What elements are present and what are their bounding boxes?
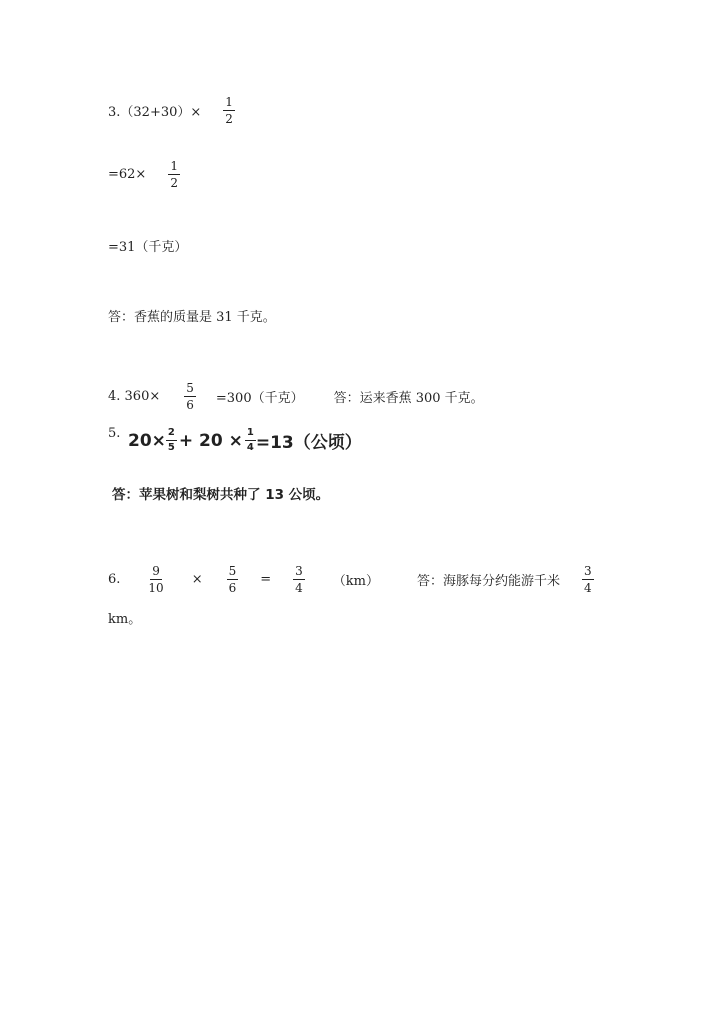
fraction-numerator: 3 — [295, 564, 303, 578]
fraction — [146, 565, 165, 594]
fraction-numerator: 1 — [225, 95, 233, 109]
problem-3-step-3 — [108, 236, 187, 255]
fraction — [184, 382, 196, 411]
fraction-numerator: 1 — [170, 159, 178, 173]
problem-5-formula — [128, 428, 362, 453]
problem-5-label-line — [108, 426, 120, 441]
problem-6-line — [108, 565, 594, 594]
fraction — [223, 96, 235, 125]
problem-6-tail: km。 — [108, 612, 142, 627]
fraction-denominator: 6 — [186, 398, 194, 412]
fraction — [293, 565, 305, 594]
fraction-denominator: 5 — [167, 442, 175, 453]
fraction-numerator: 3 — [584, 564, 592, 578]
step-3-result: =31（千克） — [108, 240, 188, 255]
fraction-denominator: 2 — [225, 112, 233, 126]
term-1: 20× — [128, 430, 166, 451]
problem-3-expression: 3.（32+30）× — [108, 105, 202, 120]
step-2-expression: =62× — [108, 167, 147, 182]
times-sign: × — [191, 572, 203, 587]
problem-5-expression — [128, 428, 362, 453]
plus-term: + 20 × — [178, 430, 243, 451]
fraction-numerator: 9 — [152, 564, 160, 578]
problem-6-label: 6. — [108, 572, 121, 587]
problem-5-label: 5. — [108, 426, 121, 441]
answer-text: 答：苹果树和梨树共种了 13 公顷。 — [112, 487, 330, 503]
fraction-numerator: 5 — [228, 564, 237, 578]
fraction — [168, 160, 180, 189]
fraction-denominator: 4 — [584, 581, 592, 595]
problem-3-step-2 — [108, 160, 180, 189]
fraction-numerator: 2 — [166, 428, 177, 441]
fraction — [582, 565, 594, 594]
problem-5-answer — [112, 483, 329, 503]
fraction — [245, 428, 256, 453]
unit: （km） — [332, 574, 379, 589]
fraction-numerator: 1 — [245, 428, 256, 441]
fraction — [227, 565, 239, 594]
fraction-denominator: 4 — [295, 581, 303, 595]
fraction-denominator: 10 — [148, 581, 164, 595]
fraction-numerator: 5 — [186, 381, 194, 395]
problem-4-expression: 4. 360× — [108, 389, 161, 404]
fraction-denominator: 4 — [246, 442, 254, 453]
problem-3-line — [108, 96, 235, 125]
problem-3-answer — [108, 306, 276, 325]
problem-4-line — [108, 382, 484, 411]
problem-6-tail-line — [108, 608, 141, 627]
result: =13（公顷） — [255, 433, 362, 453]
problem-4-answer: 答：运来香蕉 300 千克。 — [333, 391, 484, 406]
answer-text: 答：香蕉的质量是 31 千克。 — [108, 310, 276, 325]
problem-6-answer: 答：海豚每分约能游千米 — [417, 574, 561, 589]
fraction — [166, 428, 177, 453]
problem-4-result: =300（千克） — [215, 391, 304, 406]
equals-sign: = — [260, 572, 272, 587]
fraction-denominator: 6 — [228, 581, 237, 595]
fraction-denominator: 2 — [170, 176, 178, 190]
